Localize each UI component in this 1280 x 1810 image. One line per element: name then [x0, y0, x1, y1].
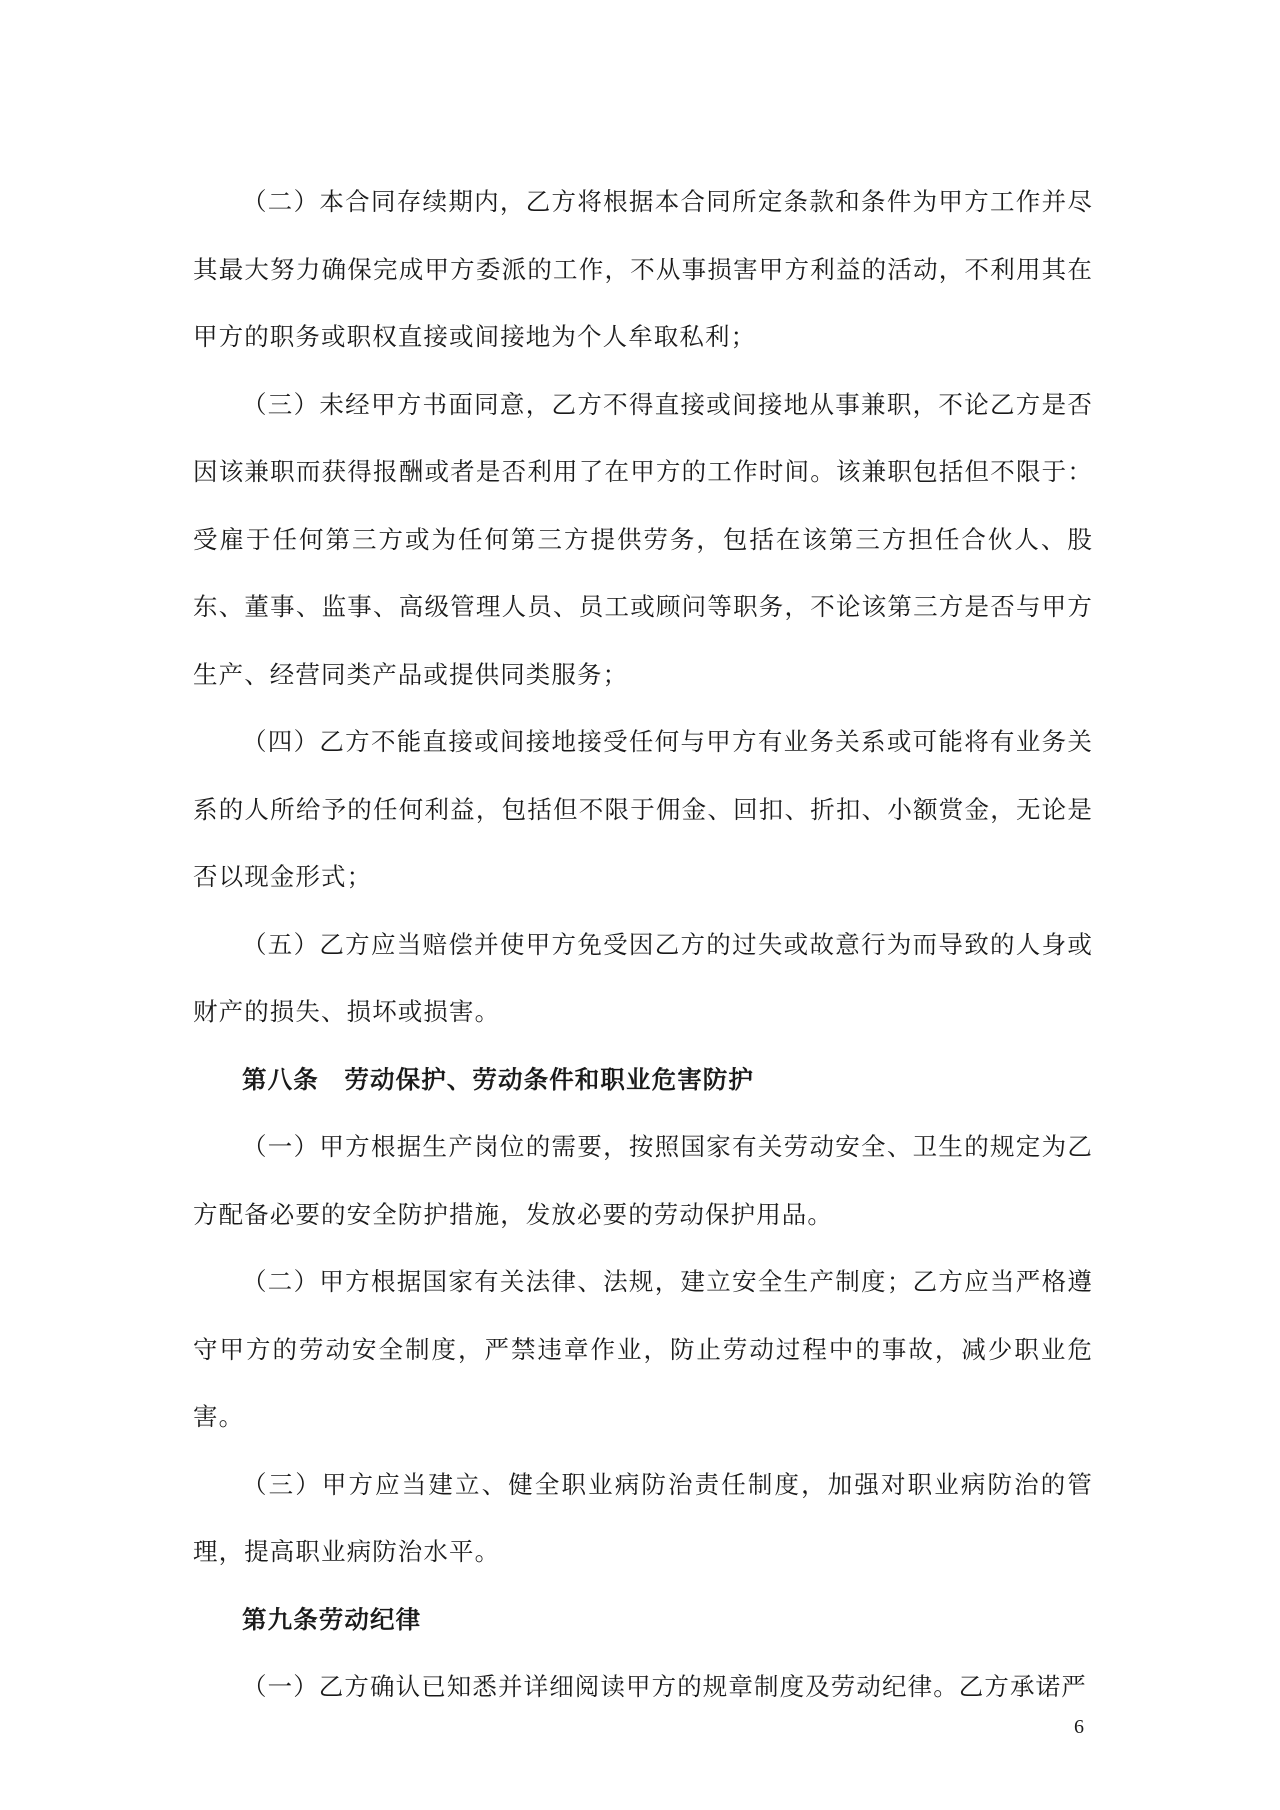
clause-paragraph: （二）本合同存续期内，乙方将根据本合同所定条款和条件为甲方工作并尽其最大努力确保完成甲方委派的工作，不从事损害甲方利益的活动，不利用其在甲方的职务或职权直接或间接地为个人牟取私利； — [193, 187, 1093, 351]
clause-paragraph: （二）甲方根据国家有关法律、法规，建立安全生产制度；乙方应当严格遵守甲方的劳动安全制度，严禁违章作业，防止劳动过程中的事故，减少职业危害。 — [193, 1267, 1093, 1431]
article-heading: 第八条 劳动保护、劳动条件和职业危害防护 — [242, 1064, 754, 1094]
document-body — [193, 168, 1093, 1721]
clause-paragraph: （三）未经甲方书面同意，乙方不得直接或间接地从事兼职，不论乙方是否因该兼职而获得报酬或者是否利用了在甲方的工作时间。该兼职包括但不限于：受雇于任何第三方或为任何第三方提供劳务，包括在该第三方担任合伙人、股东、董事、监事、高级管理人员、员工或顾问等职务，不论该第三方是否与甲方生产、经营同类产品或提供同类服务； — [193, 389, 1093, 689]
clause-paragraph: （三）甲方应当建立、健全职业病防治责任制度，加强对职业病防治的管理，提高职业病防治水平。 — [193, 1469, 1093, 1566]
page-number: 6 — [1074, 1716, 1084, 1738]
clause-paragraph: （一）乙方确认已知悉并详细阅读甲方的规章制度及劳动纪律。乙方承诺严 — [242, 1672, 1087, 1701]
clause-paragraph: （一）甲方根据生产岗位的需要，按照国家有关劳动安全、卫生的规定为乙方配备必要的安全防护措施，发放必要的劳动保护用品。 — [193, 1132, 1093, 1229]
clause-paragraph: （五）乙方应当赔偿并使甲方免受因乙方的过失或故意行为而导致的人身或财产的损失、损坏或损害。 — [193, 929, 1093, 1026]
clause-paragraph: （四）乙方不能直接或间接地接受任何与甲方有业务关系或可能将有业务关系的人所给予的任何利益，包括但不限于佣金、回扣、折扣、小额赏金，无论是否以现金形式； — [193, 727, 1093, 891]
article-heading: 第九条劳动纪律 — [242, 1604, 422, 1634]
